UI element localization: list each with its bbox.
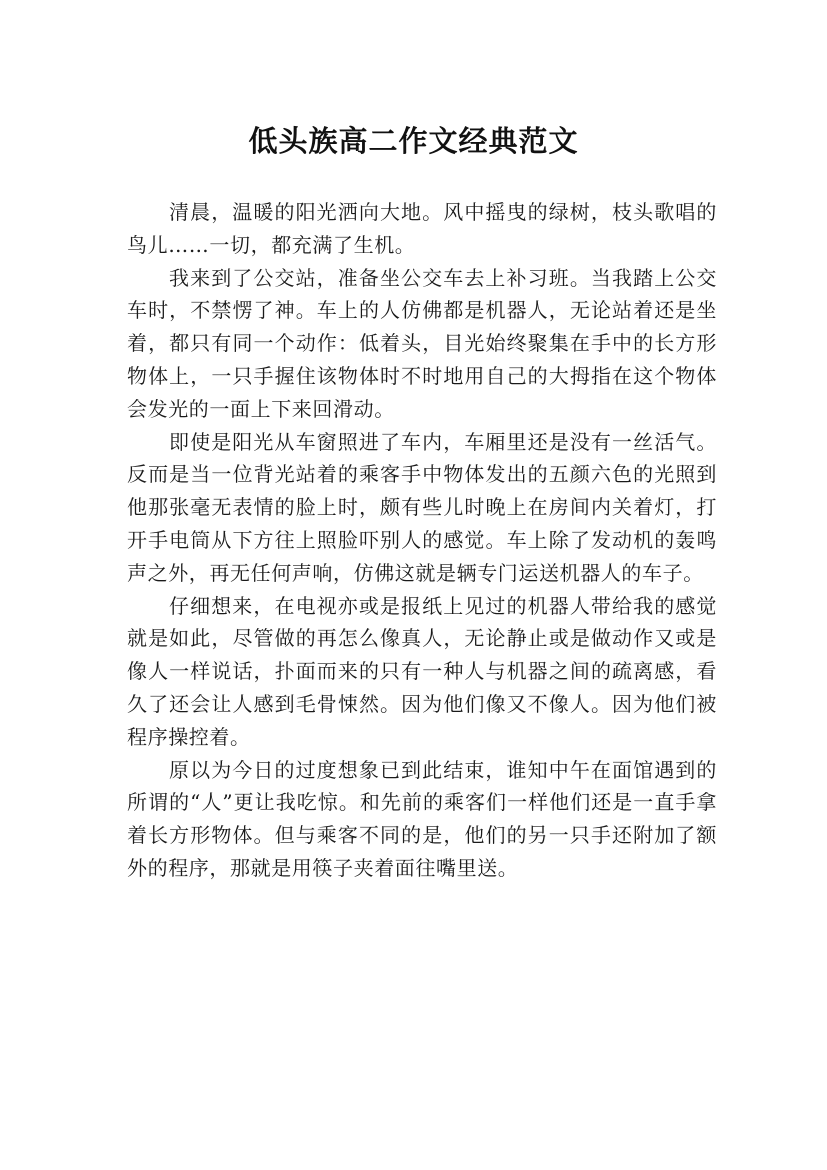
page-title: 低头族高二作文经典范文 bbox=[248, 124, 579, 159]
paragraph-2: 我来到了公交站，准备坐公交车去上补习班。当我踏上公交车时，不禁愣了神。车上的人仿佛都是机器人，无论站着还是坐着，都只有同一个动作：低着头，目光始终聚集在手中的长方形物体上，一只手握住该物体时不时地用自己的大拇指在这个物体会发光的一面上下来回滑动。 bbox=[127, 265, 717, 421]
paragraph-5: 原以为今日的过度想象已到此结束，谁知中午在面馆遇到的所谓的“人”更让我吃惊。和先前的乘客们一样他们还是一直手拿着长方形物体。但与乘客不同的是，他们的另一只手还附加了额外的程序，那就是用筷子夹着面往嘴里送。 bbox=[127, 757, 717, 880]
paragraph-3: 即使是阳光从车窗照进了车内，车厢里还是没有一丝活气。反而是当一位背光站着的乘客手中物体发出的五颜六色的光照到他那张毫无表情的脸上时，颇有些儿时晚上在房间内关着灯，打开手电筒从下方往上照脸吓别人的感觉。车上除了发动机的轰鸣声之外，再无任何声响，仿佛这就是辆专门运送机器人的车子。 bbox=[127, 429, 717, 585]
paragraph-1: 清晨，温暖的阳光洒向大地。风中摇曳的绿树，枝头歌唱的鸟儿……一切，都充满了生机。 bbox=[127, 200, 717, 257]
paragraph-4: 仔细想来，在电视亦或是报纸上见过的机器人带给我的感觉就是如此，尽管做的再怎么像真人，无论静止或是做动作又或是像人一样说话，扑面而来的只有一种人与机器之间的疏离感，看久了还会让人感到毛骨悚然。因为他们像又不像人。因为他们被程序操控着。 bbox=[127, 593, 717, 749]
article-body bbox=[127, 196, 717, 885]
